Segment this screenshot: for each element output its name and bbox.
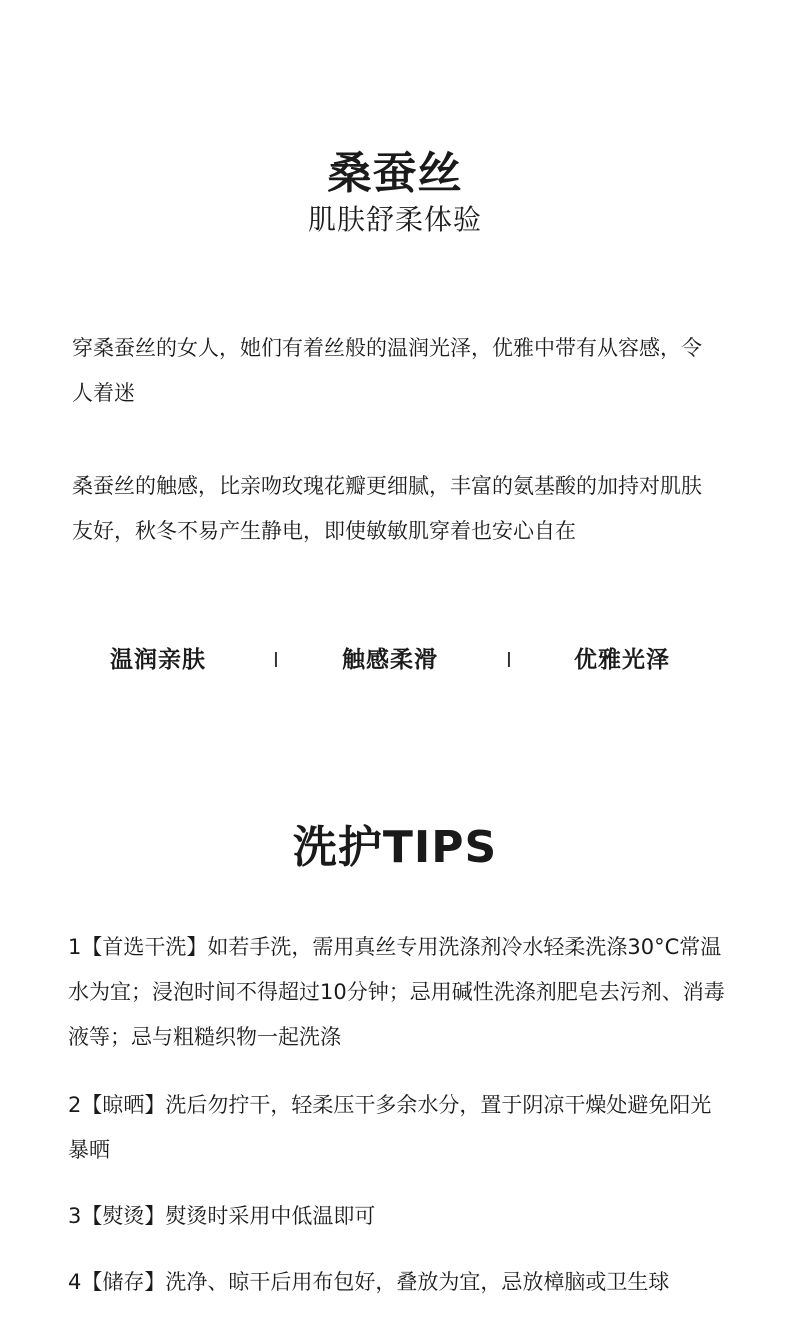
feature-list	[0, 638, 790, 682]
feature-item: 优雅光泽	[574, 647, 670, 673]
intro-paragraph: 桑蚕丝的触感，比亲吻玫瑰花瓣更细腻，丰富的氨基酸的加持对肌肤友好，秋冬不易产生静电，即使敏敏肌穿着也安心自在	[72, 474, 702, 543]
intro-paragraph: 穿桑蚕丝的女人，她们有着丝般的温润光泽，优雅中带有从容感，令人着迷	[72, 336, 702, 405]
tip-item: 1【首选干洗】如若手洗，需用真丝专用洗涤剂冷水轻柔洗涤30°C常温水为宜；浸泡时间不得超过10分钟；忌用碱性洗涤剂肥皂去污剂、消毒液等；忌与粗糙织物一起洗涤	[68, 935, 725, 1049]
page-subtitle: 肌肤舒柔体验	[307, 203, 482, 236]
tip-item: 2【晾晒】洗后勿拧干，轻柔压干多余水分，置于阴凉干燥处避免阳光暴晒	[68, 1093, 712, 1162]
feature-item: 温润亲肤	[110, 647, 206, 673]
feature-separator: I	[506, 648, 512, 672]
feature-separator: I	[273, 648, 279, 672]
tip-item: 4【储存】洗净、晾干后用布包好，叠放为宜，忌放樟脑或卫生球	[68, 1270, 670, 1294]
tip-item: 3【熨烫】熨烫时采用中低温即可	[68, 1204, 376, 1228]
tips-title: 洗护TIPS	[292, 822, 498, 873]
page-title: 桑蚕丝	[327, 148, 463, 199]
feature-item: 触感柔滑	[342, 647, 438, 673]
